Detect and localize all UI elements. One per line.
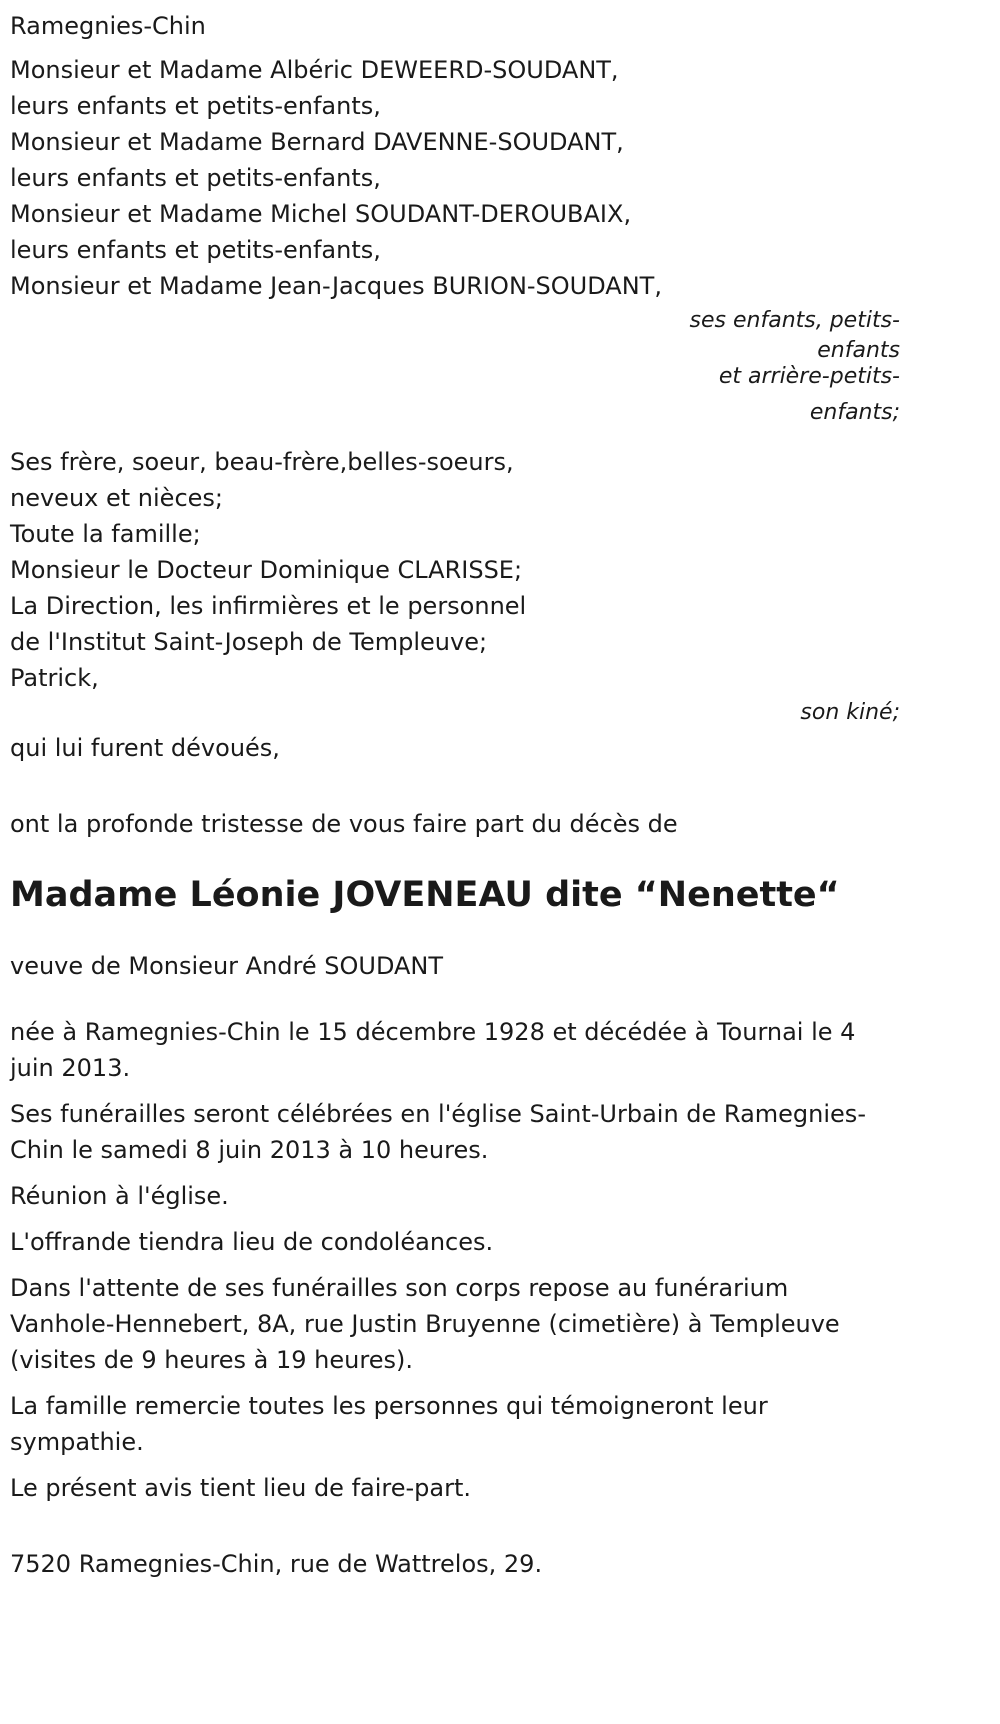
detail-paragraph: L'offrande tiendra lieu de condoléances. — [10, 1228, 494, 1256]
devotion-line: qui lui furent dévoués, — [10, 734, 280, 762]
note-line: ses enfants, petits- — [689, 308, 900, 333]
detail-paragraph: née à Ramegnies-Chin le 15 décembre 1928 et décédée à Tournai le 4 juin 2013. — [10, 1018, 856, 1082]
deceased-name: Madame Léonie JOVENEAU dite “Nenette“ — [10, 875, 840, 915]
note-line: enfants — [817, 338, 900, 363]
widow-of-line: veuve de Monsieur André SOUDANT — [10, 952, 444, 980]
family-note-1 — [10, 304, 900, 436]
detail-paragraph: Dans l'attente de ses funérailles son corps repose au funérarium Vanhole-Hennebert, 8A, rue Justin Bruyenne (cimetière) à Templeuve (visites de 9 heures à 19 heures). — [10, 1274, 840, 1374]
family-line: leurs enfants et petits-enfants, — [10, 164, 381, 192]
family-line: Monsieur et Madame Michel SOUDANT-DEROUBAIX, — [10, 200, 632, 228]
family-line: Toute la famille; — [10, 520, 201, 548]
family-list-1 — [10, 52, 900, 304]
detail-paragraph: Réunion à l'église. — [10, 1182, 229, 1210]
details-section — [10, 1014, 900, 1506]
family-line: Monsieur et Madame Jean-Jacques BURION-SOUDANT, — [10, 272, 662, 300]
family-line: Ses frère, soeur, beau-frère,belles-soeurs, — [10, 448, 514, 476]
detail-paragraph: La famille remercie toutes les personnes qui témoigneront leur sympathie. — [10, 1392, 768, 1456]
announcement-line: ont la profonde tristesse de vous faire part du décès de — [10, 810, 678, 838]
family-line: leurs enfants et petits-enfants, — [10, 236, 381, 264]
family-line: Monsieur et Madame Albéric DEWEERD-SOUDANT, — [10, 56, 619, 84]
family-line: Patrick, — [10, 664, 99, 692]
header-place: Ramegnies-Chin — [10, 12, 206, 40]
family-line: Monsieur et Madame Bernard DAVENNE-SOUDANT, — [10, 128, 624, 156]
family-line: neveux et nièces; — [10, 484, 223, 512]
family-note-2: son kiné; — [800, 700, 900, 725]
obituary-notice — [10, 8, 900, 1582]
note-line: enfants; — [809, 400, 900, 425]
family-line: de l'Institut Saint-Joseph de Templeuve; — [10, 628, 488, 656]
detail-paragraph: Le présent avis tient lieu de faire-part. — [10, 1474, 472, 1502]
family-line: Monsieur le Docteur Dominique CLARISSE; — [10, 556, 523, 584]
family-line: La Direction, les infirmières et le personnel — [10, 592, 527, 620]
family-list-2 — [10, 444, 900, 696]
family-line: leurs enfants et petits-enfants, — [10, 92, 381, 120]
detail-paragraph: Ses funérailles seront célébrées en l'église Saint-Urbain de Ramegnies-Chin le samedi 8 juin 2013 à 10 heures. — [10, 1100, 866, 1164]
address-line: 7520 Ramegnies-Chin, rue de Wattrelos, 29. — [10, 1550, 543, 1578]
note-line: et arrière-petits- — [718, 364, 900, 389]
